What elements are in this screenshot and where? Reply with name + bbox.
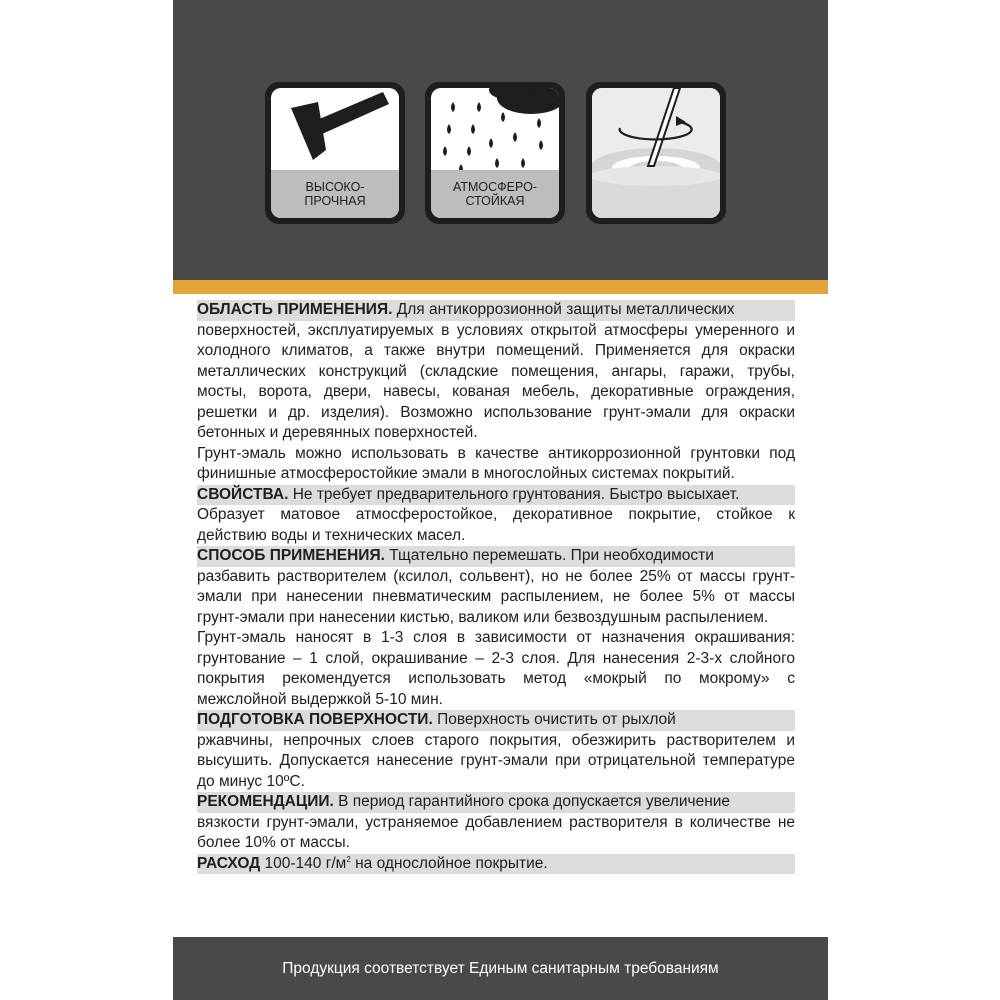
section-title: СВОЙСТВА.: [197, 485, 289, 503]
section-text: ржавчины, непрочных слоев старого покрытия, обезжирить растворителем и высушить. Допускается нанесение грунт-эмали при отрицательной температуре до минус 10ºС.: [197, 731, 795, 790]
section-text: разбавить растворителем (ксилол, сольвент), но не более 25% от массы грунт-эмали при нанесении пневматическим распылением, не более 5% от массы грунт-эмали при нанесении кистью, валиком или безвоздушным распылением.: [197, 567, 795, 626]
footer-panel: [173, 937, 828, 1000]
description-text: [197, 300, 795, 874]
consumption-value: 100-140 г/м: [260, 854, 347, 872]
section-consumption-line: [197, 854, 795, 875]
accent-bar: [173, 280, 828, 294]
section-text: Не требует предварительного грунтования. Быстро высыхает.: [288, 485, 740, 503]
section-text: Поверхность очистить от рыхлой: [432, 711, 676, 728]
badge-high-strength: [265, 82, 405, 224]
section-title: ОБЛАСТЬ ПРИМЕНЕНИЯ.: [197, 301, 393, 318]
section-title: РЕКОМЕНДАЦИИ.: [197, 793, 334, 810]
badge-label: ВЫСОКО- ПРОЧНАЯ: [304, 180, 366, 208]
section-preparation-heading-line: [197, 710, 795, 731]
section-text: Для антикоррозионной защиты металлических: [392, 301, 735, 318]
section-title: ПОДГОТОВКА ПОВЕРХНОСТИ.: [197, 711, 433, 728]
badge-label-area: [271, 170, 399, 218]
section-title: РАСХОД: [197, 854, 261, 872]
section-properties-heading-line: [197, 485, 795, 506]
rain-cloud-icon: [431, 88, 559, 178]
section-recommendations-heading-line: [197, 792, 795, 813]
section-text: Образует матовое атмосферостойкое, декоративное покрытие, стойкое к действию воды и технических масел.: [197, 506, 795, 544]
section-title: СПОСОБ ПРИМЕНЕНИЯ.: [197, 547, 385, 564]
badge-label: АТМОСФЕРО- СТОЙКАЯ: [453, 180, 537, 208]
badge-stirring: [586, 82, 726, 224]
section-text: Тщательно перемешать. При необходимости: [384, 547, 714, 564]
section-text: В период гарантийного срока допускается увеличение: [333, 793, 731, 810]
section-text: вязкости грунт-эмали, устраняемое добавлением растворителя в количестве не более 10% от массы.: [197, 813, 795, 851]
section-text: поверхностей, эксплуатируемых в условиях открытой атмосферы умеренного и холодного климатов, а также внутри помещений. Применяется для окраски металлических конструкций (складские помещения, ангары, гаражи, трубы, мосты, ворота, двери, навесы, кованая мебель, декоративные ограждения, решетки и др. изделия). Возможно использование грунт-эмали для окраски бетонных и деревянных поверхностей.: [197, 321, 795, 441]
stirring-paint-icon: [592, 88, 720, 218]
section-text: Грунт-эмаль можно использовать в качестве антикоррозионной грунтовки под финишные атмосферостойкие эмали в многослойных системах покрытий.: [197, 444, 795, 482]
section-text: Грунт-эмаль наносят в 1-3 слоя в зависимости от назначения окрашивания: грунтование – 1 слой, окрашивание – 2-3 слоя. Для нанесения 2-3-х слойного покрытия рекомендуется использовать метод «мокрый по мокрому» с межслойной выдержкой 5-10 мин.: [197, 629, 795, 708]
section-method-heading-line: [197, 546, 795, 567]
section-scope-heading-line: [197, 300, 795, 321]
badge-weather-resistant: [425, 82, 565, 224]
footer-text: Продукция соответствует Единым санитарным требованиям: [282, 959, 719, 977]
consumption-unit-sup: 2: [346, 854, 351, 864]
badge-label-area: [431, 170, 559, 218]
section-text: на однослойное покрытие.: [350, 854, 548, 872]
hammer-icon: [271, 88, 399, 178]
